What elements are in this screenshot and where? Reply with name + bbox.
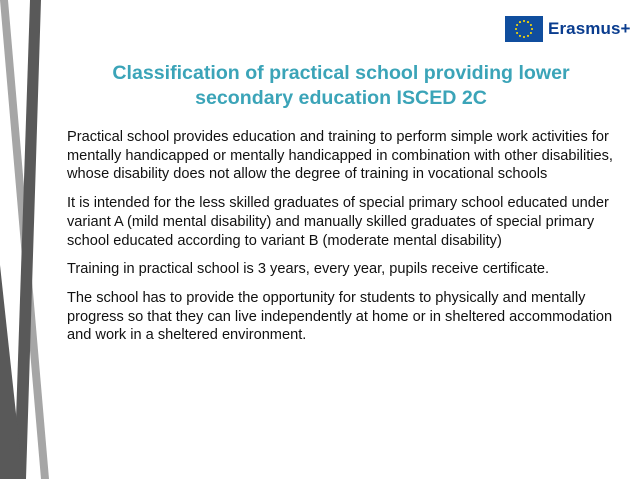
paragraph-2: It is intended for the less skilled graduates of special primary school educated under variant A (mild mental disability) and manually skilled graduates of special primary school educated according to variant B (moderate mental disability) <box>67 195 609 249</box>
eu-flag-icon <box>505 16 543 42</box>
slide-title: Classification of practical school providing lower secondary education ISCED 2C <box>112 62 570 109</box>
flag-background <box>505 16 543 42</box>
erasmus-logo <box>505 16 631 42</box>
logo-text: Erasmus+ <box>548 19 631 38</box>
slide-body <box>67 128 632 355</box>
paragraph-1: Practical school provides education and training to perform simple work activities for mentally handicapped or mentally handicapped in combination with other disabilities, whose disability does not allow the degree of training in vocational schools <box>67 129 613 183</box>
paragraph-4: The school has to provide the opportunity for students to physically and mentally progress so that they can live independently at home or in sheltered accommodation and work in a sheltered environment. <box>67 289 613 344</box>
left-stripes-decoration <box>0 0 60 479</box>
paragraph-3: Training in practical school is 3 years, every year, pupils receive certificate. <box>67 261 550 278</box>
